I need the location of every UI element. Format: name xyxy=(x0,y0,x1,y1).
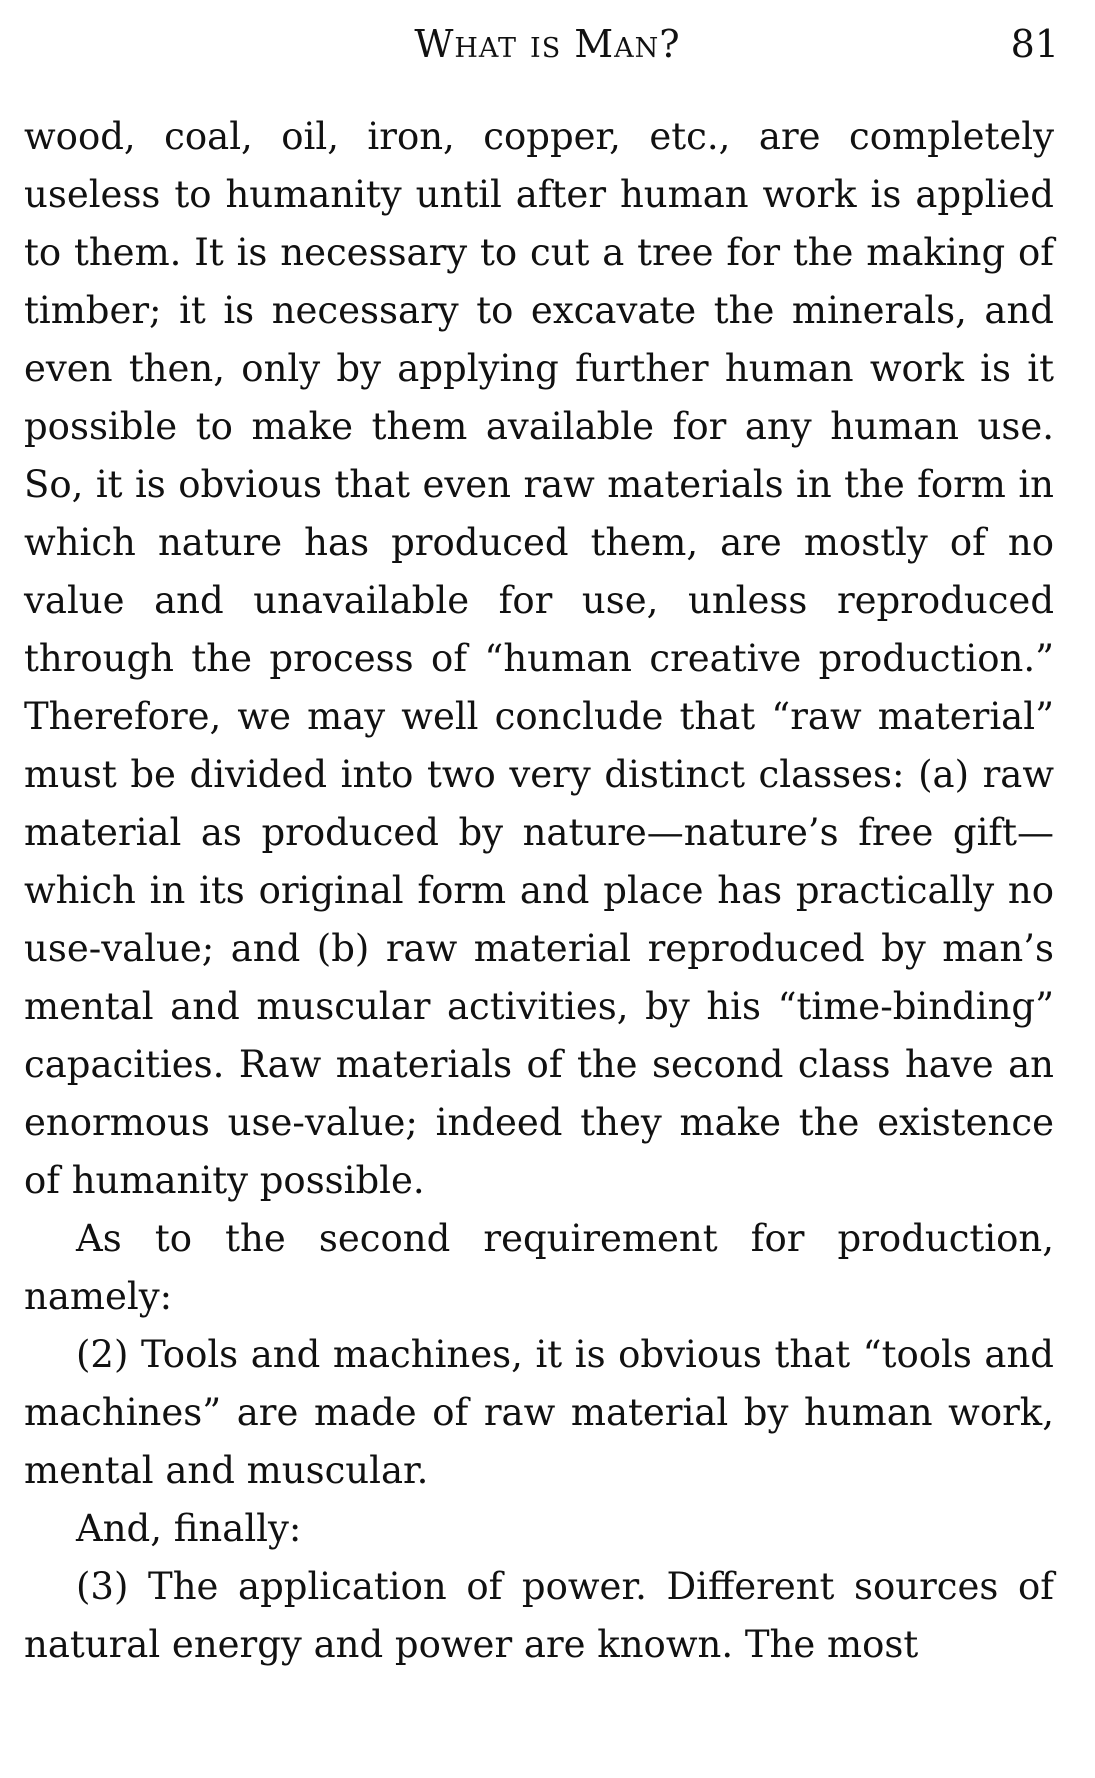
paragraph-and-finally: And, finally: xyxy=(76,1507,302,1550)
page-number: 81 xyxy=(1010,22,1059,66)
paragraph-application-of-power: (3) The application of power. Different sources of natural energy and power are known. The most xyxy=(24,1565,1054,1666)
paragraph-tools-and-machines: (2) Tools and machines, it is obvious that “tools and machines” are made of raw material by human work, mental and muscular. xyxy=(24,1333,1054,1492)
body-text xyxy=(24,108,1054,1674)
paragraph-second-requirement: As to the second requirement for production, namely: xyxy=(24,1217,1054,1318)
paragraph-raw-materials: wood, coal, oil, iron, copper, etc., are completely useless to humanity until after human work is applied to them. It is necessary to cut a tree for the making of timber; it is necessary to excavate the minerals, and even then, only by applying further human work is it possible to make them available for any human use. So, it is obvious that even raw materials in the form in which nature has produced them, are mostly of no value and unavailable for use, unless reproduced through the process of “human creative production.” Therefore, we may well conclude that “raw material” must be divided into two very distinct classes: (a) raw material as produced by nature—nature’s free gift—which in its original form and place has practically no use-value; and (b) raw material reproduced by man’s mental and muscular activities, by his “time-binding” capacities. Raw materials of the second class have an enormous use-value; indeed they make the existence of humanity possible. xyxy=(24,115,1054,1202)
running-title: What is Man? xyxy=(414,22,681,66)
page-header xyxy=(0,22,1095,82)
